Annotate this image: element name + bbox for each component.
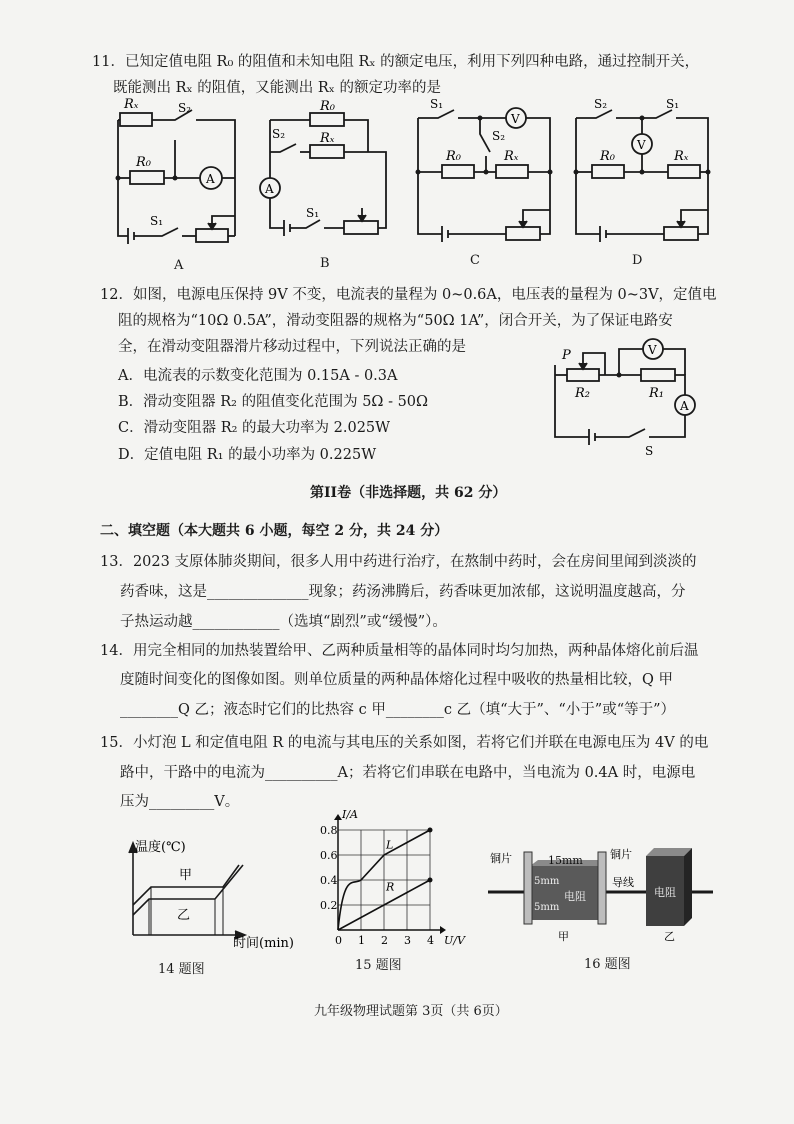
fig15-caption: 15 题图 — [355, 958, 402, 973]
label-p: P — [562, 348, 571, 363]
label-rx-c: Rₓ — [504, 149, 519, 164]
y-tick-label: 0.4 — [320, 874, 338, 887]
fig16-dim-15: 15mm — [548, 854, 583, 867]
q12-line3: 全，在滑动变阻器滑片移动过程中，下列说法正确的是 — [118, 339, 466, 355]
label-s1-b: S₁ — [306, 206, 320, 220]
x-axis-arrow — [440, 926, 446, 934]
figure-16 — [488, 838, 713, 943]
fig14-xlabel: 时间(min) — [233, 936, 295, 950]
x-axis-label: U/V — [444, 934, 465, 947]
q12-line1: 12．如图，电源电压保持 9V 不变，电流表的量程为 0~0.6A，电压表的量程为 0~3V，定值电 — [100, 287, 717, 303]
q15-line2: 路中，干路中的电流为__________A；若将它们串联在电路中，当电流为 0.4A 时，电源电 — [120, 765, 696, 781]
y-tick-label: 0.8 — [320, 824, 338, 837]
circuit-c — [412, 96, 562, 246]
fig16-dim-5a: 5mm — [534, 876, 560, 887]
x-tick-label: 1 — [358, 934, 365, 947]
fig16-wire: 导线 — [612, 876, 634, 889]
q12-line2: 阻的规格为“10Ω 0.5A”，滑动变阻器的规格为“50Ω 1A”，闭合开关，为了保证电路安 — [118, 313, 673, 329]
caption-a: A — [174, 258, 184, 273]
series-end-point-R — [428, 878, 433, 883]
y-axis-label: I/A — [342, 808, 358, 821]
y-tick-label: 0.2 — [320, 899, 338, 912]
caption-c: C — [470, 253, 480, 268]
x-tick-label: 3 — [404, 934, 411, 947]
fig16-caption: 16 题图 — [584, 957, 631, 972]
circuit-q12 — [545, 335, 705, 460]
q13-line3: 子热运动越____________（选填“剧烈”或“缓慢”）。 — [120, 614, 447, 630]
caption-d: D — [632, 253, 643, 268]
label-r2: R₂ — [575, 386, 590, 401]
label-rx: Rₓ — [124, 98, 139, 112]
q14-line3: ________Q 乙；液态时它们的比热容 c 甲________c 乙（填“大于”、“小于”或“等于”） — [120, 702, 676, 718]
q13-line2: 药香味，这是______________现象；药汤沸腾后，药香味更加浓郁，这说明温度越高，分 — [120, 584, 686, 600]
ammeter-label-q12: A — [680, 399, 689, 413]
page-footer: 九年级物理试题第 3页（共 6页） — [314, 1004, 508, 1019]
fig16-resistor2: 电阻 — [654, 886, 676, 899]
section-title: 二、填空题（本大题共 6 小题，每空 2 分，共 24 分） — [100, 523, 449, 539]
x-tick-label: 2 — [381, 934, 388, 947]
circuit-b — [258, 100, 393, 245]
ammeter-label-b: A — [265, 182, 274, 196]
label-r0: R₀ — [136, 155, 151, 170]
q13-line1: 13．2023 支原体肺炎期间，很多人用中药进行治疗，在熬制中药时，会在房间里闻到淡淡的 — [100, 554, 697, 570]
fig16-yi: 乙 — [664, 930, 675, 943]
q12-option-a: A．电流表的示数变化范围为 0.15A - 0.3A — [118, 368, 398, 384]
label-s2-c: S₂ — [492, 129, 506, 143]
circuit-a — [100, 98, 245, 248]
q11-line2: 既能测出 Rₓ 的阻值，又能测出 Rₓ 的额定功率的是 — [113, 80, 442, 96]
y-tick-label: 0.6 — [320, 849, 338, 862]
voltmeter-label-c: V — [511, 112, 520, 126]
label-s2-d: S₂ — [594, 97, 608, 111]
q11-line1: 11．已知定值电阻 R₀ 的阻值和未知电阻 Rₓ 的额定电压，利用下列四种电路，通过控制开关， — [92, 54, 700, 70]
q14-line1: 14．用完全相同的加热装置给甲、乙两种质量相等的晶体同时均匀加热，两种晶体熔化前后温 — [100, 643, 699, 659]
label-s1-c: S₁ — [430, 97, 444, 111]
figure-14 — [115, 835, 315, 950]
q15-line1: 15．小灯泡 L 和定值电阻 R 的电流与其电压的关系如图，若将它们并联在电源电压为 4V 的电 — [100, 735, 709, 751]
label-r0-c: R₀ — [446, 149, 461, 164]
fig16-resistor: 电阻 — [564, 890, 586, 903]
x-tick-label: 0 — [335, 934, 342, 947]
series-label-L: L — [386, 838, 394, 852]
label-s2-b: S₂ — [272, 127, 286, 141]
fig14-ylabel: 温度(℃) — [135, 840, 186, 855]
fig14-label-yi: 乙 — [177, 908, 191, 923]
label-s1-d: S₁ — [666, 97, 680, 111]
fig16-jia: 甲 — [558, 930, 569, 943]
fig16-copper-left: 铜片 — [490, 852, 512, 865]
series-label-R: R — [386, 880, 395, 894]
label-r0-b: R₀ — [320, 100, 335, 114]
label-rx-b: Rₓ — [320, 131, 335, 146]
q12-option-d: D．定值电阻 R₁ 的最小功率为 0.225W — [118, 447, 377, 463]
part2-title: 第II卷（非选择题，共 62 分） — [310, 485, 507, 501]
label-s1: S₁ — [150, 214, 164, 228]
x-tick-label: 4 — [427, 934, 434, 947]
label-r0-d: R₀ — [600, 149, 615, 164]
q12-option-c: C．滑动变阻器 R₂ 的最大功率为 2.025W — [118, 420, 391, 436]
q15-line3: 压为_________V。 — [120, 794, 240, 810]
label-s2: S₂ — [178, 101, 192, 115]
series-end-point-L — [428, 828, 433, 833]
ammeter-label: A — [206, 172, 215, 186]
fig14-label-jia: 甲 — [179, 868, 193, 883]
voltmeter-label-q12: V — [648, 343, 657, 357]
q12-option-b: B．滑动变阻器 R₂ 的阻值变化范围为 5Ω - 50Ω — [118, 394, 429, 410]
label-rx-d: Rₓ — [674, 149, 689, 164]
fig16-dim-5b: 5mm — [534, 902, 560, 913]
fig14-caption: 14 题图 — [158, 962, 205, 977]
caption-b: B — [320, 256, 330, 271]
label-r1: R₁ — [649, 386, 664, 401]
q14-line2: 度随时间变化的图像如图。则单位质量的两种晶体熔化过程中吸收的热量相比较，Q 甲 — [120, 672, 673, 688]
circuit-d — [570, 96, 720, 246]
label-s: S — [645, 444, 654, 458]
figure-15-chart — [318, 805, 478, 950]
voltmeter-label-d: V — [637, 138, 646, 152]
y-axis-arrow — [334, 814, 342, 820]
fig16-copper-right: 铜片 — [610, 848, 632, 861]
